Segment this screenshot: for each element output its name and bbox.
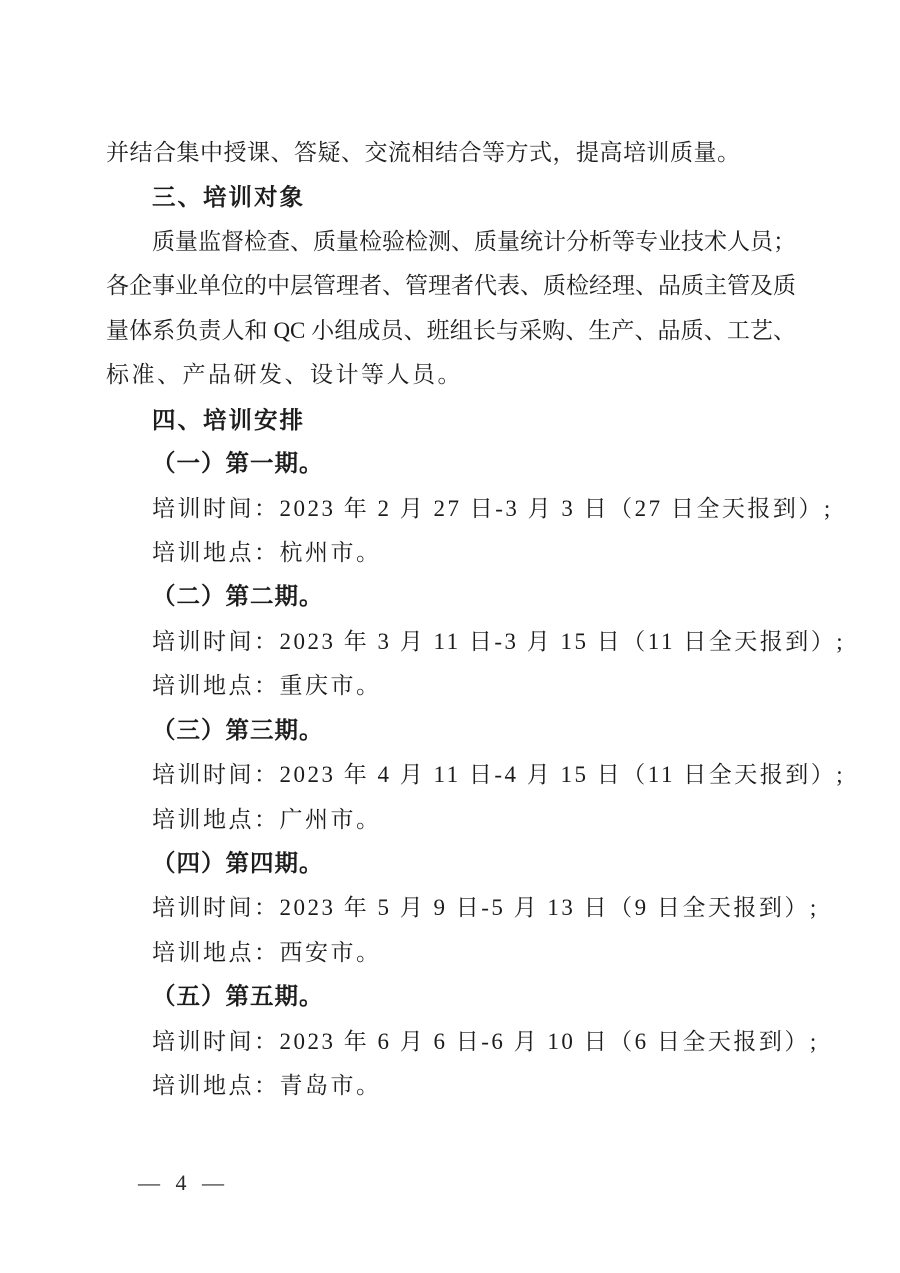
session-3-time: 培训时间：2023 年 4 月 11 日-4 月 15 日（11 日全天报到）; [152, 762, 846, 788]
targets-paragraph-line: 各企事业单位的中层管理者、管理者代表、质检经理、品质主管及质 [106, 273, 796, 299]
intro-paragraph-line: 并结合集中授课、答疑、交流相结合等方式，提高培训质量。 [106, 140, 741, 165]
session-5-title: （五）第五期。 [152, 984, 324, 1011]
session-1-title: （一）第一期。 [152, 451, 324, 478]
page-number: — 4 — [138, 1170, 229, 1195]
session-4-location: 培训地点：西安市。 [152, 939, 382, 965]
session-3-location: 培训地点：广州市。 [152, 806, 382, 832]
targets-paragraph-line: 质量监督检查、质量检验检测、质量统计分析等专业技术人员； [152, 228, 796, 254]
session-2-title: （二）第二期。 [152, 584, 324, 611]
section-heading-training-targets: 三、培训对象 [152, 183, 305, 212]
targets-paragraph-line: 标准、产品研发、设计等人员。 [106, 362, 463, 388]
targets-paragraph-line: 量体系负责人和 QC 小组成员、班组长与采购、生产、品质、工艺、 [106, 317, 796, 343]
document-body [106, 131, 846, 1109]
session-4-time: 培训时间：2023 年 5 月 9 日-5 月 13 日（9 日全天报到）; [152, 895, 819, 921]
session-3-title: （三）第三期。 [152, 717, 324, 744]
session-5-time: 培训时间：2023 年 6 月 6 日-6 月 10 日（6 日全天报到）; [152, 1028, 819, 1054]
session-5-location: 培训地点：青岛市。 [152, 1073, 382, 1099]
session-4-title: （四）第四期。 [152, 851, 324, 877]
session-2-location: 培训地点：重庆市。 [152, 673, 382, 699]
session-2-time: 培训时间：2023 年 3 月 11 日-3 月 15 日（11 日全天报到）; [152, 628, 846, 654]
section-heading-training-schedule: 四、培训安排 [152, 405, 305, 434]
session-1-location: 培训地点：杭州市。 [152, 539, 382, 565]
session-1-time: 培训时间：2023 年 2 月 27 日-3 月 3 日（27 日全天报到）; [152, 495, 833, 521]
